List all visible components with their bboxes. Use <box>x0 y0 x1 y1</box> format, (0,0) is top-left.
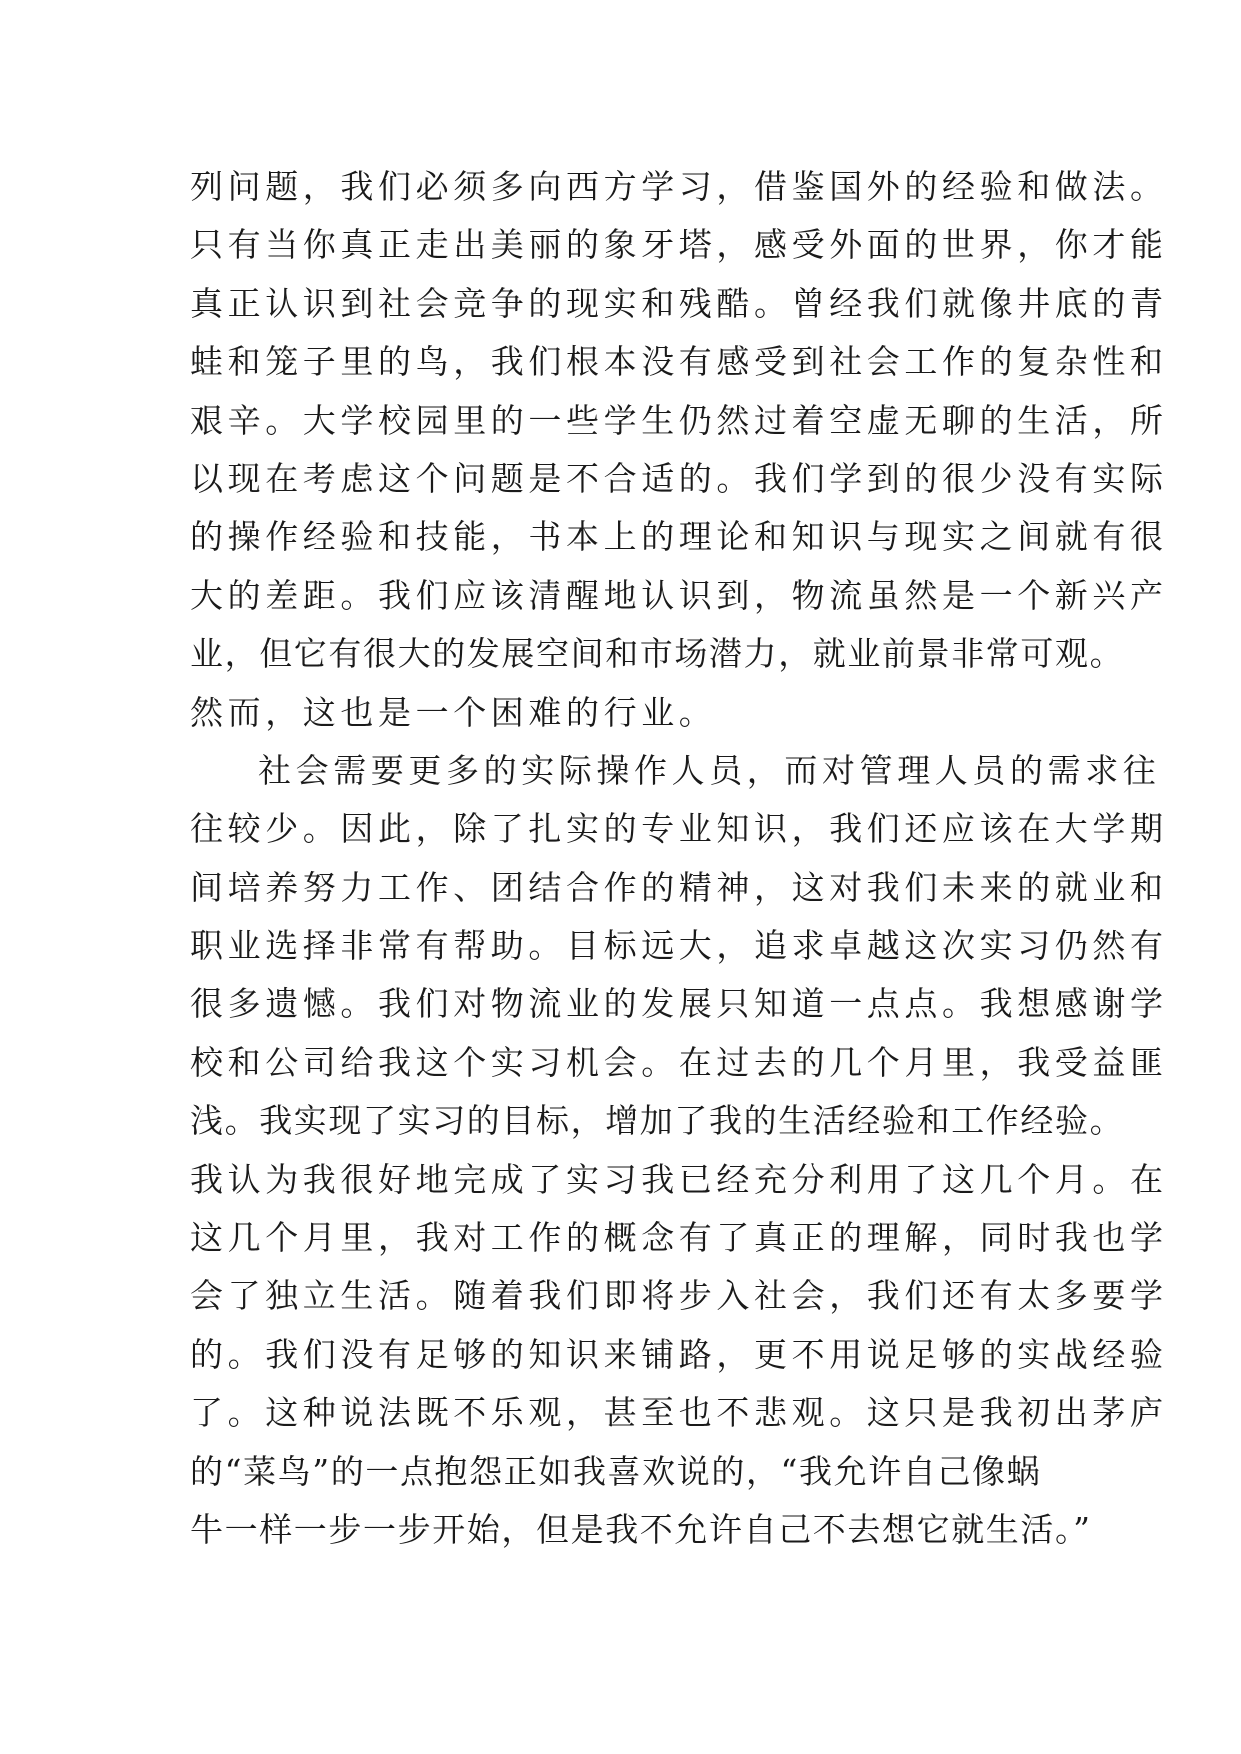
text-line: 然而，这也是一个困难的行业。 <box>190 692 717 732</box>
text-line: 的。我们没有足够的知识来铺路，更不用说足够的实战经验 <box>190 1334 1168 1374</box>
text-line: 列问题，我们必须多向西方学习，借鉴国外的经验和做法。 <box>190 167 1168 206</box>
text-line: 艰辛。大学校园里的一些学生仍然过着空虚无聊的生活，所 <box>190 400 1168 440</box>
text-line: 很多遗憾。我们对物流业的发展只知道一点点。我想感谢学 <box>190 984 1168 1024</box>
text-line: 往较少。因此，除了扎实的专业知识，我们还应该在大学期 <box>190 809 1168 849</box>
text-line: 大的差距。我们应该清醒地认识到，物流虽然是一个新兴产 <box>190 575 1168 615</box>
text-line: 的“菜鸟”的一点抱怨正如我喜欢说的，“我允许自己像蜗 <box>190 1451 1042 1491</box>
text-line: 我认为我很好地完成了实习我已经充分利用了这几个月。在 <box>190 1159 1168 1199</box>
text-line: 真正认识到社会竞争的现实和残酷。曾经我们就像井底的青 <box>190 283 1168 323</box>
text-line: 业，但它有很大的发展空间和市场潜力，就业前景非常可观。 <box>190 634 1125 674</box>
text-line: 浅。我实现了实习的目标，增加了我的生活经验和工作经验。 <box>190 1101 1125 1141</box>
text-line: 这几个月里，我对工作的概念有了真正的理解，同时我也学 <box>190 1218 1168 1258</box>
text-line: 间培养努力工作、团结合作的精神，这对我们未来的就业和 <box>190 867 1168 907</box>
document-page <box>190 158 1168 1559</box>
text-line: 牛一样一步一步开始，但是我不允许自己不去想它就生活。” <box>190 1509 1092 1549</box>
text-line: 了。这种说法既不乐观，甚至也不悲观。这只是我初出茅庐 <box>190 1393 1168 1433</box>
text-line: 的操作经验和技能，书本上的理论和知识与现实之间就有很 <box>190 517 1168 557</box>
text-line: 以现在考虑这个问题是不合适的。我们学到的很少没有实际 <box>190 458 1168 498</box>
text-line: 校和公司给我这个实习机会。在过去的几个月里，我受益匪 <box>190 1042 1168 1082</box>
text-line: 只有当你真正走出美丽的象牙塔，感受外面的世界，你才能 <box>190 225 1168 265</box>
paragraph-start-line: 社会需要更多的实际操作人员，而对管理人员的需求往 <box>258 750 1161 790</box>
text-line: 职业选择非常有帮助。目标远大，追求卓越这次实习仍然有 <box>190 926 1168 966</box>
text-line: 会了独立生活。随着我们即将步入社会，我们还有太多要学 <box>190 1276 1168 1316</box>
text-line: 蛙和笼子里的鸟，我们根本没有感受到社会工作的复杂性和 <box>190 342 1168 382</box>
